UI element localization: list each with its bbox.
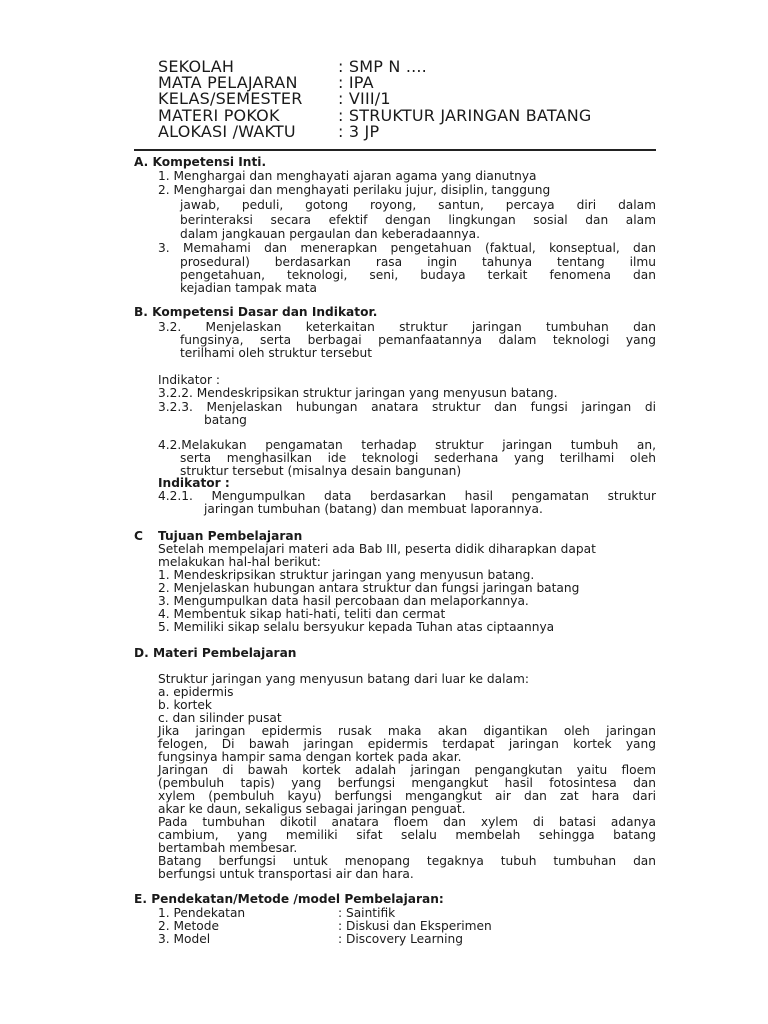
section-e-label: 2. Metode	[158, 919, 219, 933]
kd-3-2-line: terilhami oleh struktur tersebut	[180, 346, 373, 360]
header-value-sekolah: : SMP N ....	[338, 57, 427, 76]
indikator-line: batang	[204, 413, 247, 427]
section-d-para-line: cambium, yang memiliki sifat selalu membelah sehingga batang	[158, 828, 656, 842]
section-a-title: A. Kompetensi Inti.	[134, 155, 267, 169]
section-d-para-line: Batang berfungsi untuk menopang tegaknya tubuh tumbuhan dan	[158, 854, 656, 868]
section-d-para-line: xylem (pembuluh kayu) berfungsi mengangkut air dan zat hara dari	[158, 789, 656, 803]
section-c-intro: melakukan hal-hal berikut:	[158, 555, 321, 569]
section-d-para-line: Pada tumbuhan dikotil anatara floem dan xylem di batasi adanya	[158, 815, 656, 829]
section-e-value: : Diskusi dan Eksperimen	[338, 919, 492, 933]
section-d-list-item: b. kortek	[158, 698, 212, 712]
kd-3-2-line: fungsinya, serta berbagai pemanfaatannya dalam teknologi yang	[180, 333, 656, 347]
section-d-list-item: a. epidermis	[158, 685, 234, 699]
header-label-kelas: KELAS/SEMESTER	[158, 89, 303, 108]
kd-4-2-line: serta menghasilkan ide teknologi sederhana yang terilhami oleh	[180, 451, 656, 465]
section-e-label: 1. Pendekatan	[158, 906, 246, 920]
section-a-line: kejadian tampak mata	[180, 281, 318, 295]
section-a-line: 2. Menghargai dan menghayati perilaku jujur, disiplin, tanggung	[158, 183, 551, 197]
section-d-title: D. Materi Pembelajaran	[134, 646, 297, 660]
header-label-mapel: MATA PELAJARAN	[158, 73, 298, 92]
kd-4-2-line: struktur tersebut (misalnya desain bangunan)	[180, 464, 462, 478]
section-c-item: 1. Mendeskripsikan struktur jaringan yang menyusun batang.	[158, 568, 535, 582]
section-c-item: 2. Menjelaskan hubungan antara struktur dan fungsi jaringan batang	[158, 581, 580, 595]
section-d-intro: Struktur jaringan yang menyusun batang dari luar ke dalam:	[158, 672, 529, 686]
section-e-label: 3. Model	[158, 932, 211, 946]
indikator-2-line: 4.2.1. Mengumpulkan data berdasarkan hasil pengamatan struktur	[158, 489, 656, 503]
section-a-line: berinteraksi secara efektif dengan lingkungan sosial dan alam	[180, 213, 656, 227]
section-e-title: E. Pendekatan/Metode /model Pembelajaran:	[134, 892, 444, 906]
section-d-para-line: Jaringan di bawah kortek adalah jaringan pengangkutan yaitu floem	[158, 763, 656, 777]
section-d-para-line: berfungsi untuk transportasi air dan hara.	[158, 867, 414, 881]
header-value-mapel: : IPA	[338, 73, 374, 92]
section-a-line: jawab, peduli, gotong royong, santun, percaya diri dalam	[180, 198, 656, 212]
section-a-line: pengetahuan, teknologi, seni, budaya terkait fenomena dan	[180, 268, 656, 282]
section-a-line: 3. Memahami dan menerapkan pengetahuan (faktual, konseptual, dan	[158, 241, 656, 255]
indikator-line: 3.2.3. Menjelaskan hubungan anatara struktur dan fungsi jaringan di	[158, 400, 656, 414]
section-c-item: 5. Memiliki sikap selalu bersyukur kepada Tuhan atas ciptaannya	[158, 620, 555, 634]
header-label-alokasi: ALOKASI /WAKTU	[158, 122, 296, 141]
section-d-para-line: bertambah membesar.	[158, 841, 298, 855]
indikator-2-line: jaringan tumbuhan (batang) dan membuat laporannya.	[204, 502, 543, 516]
section-b-title: B. Kompetensi Dasar dan Indikator.	[134, 305, 378, 319]
header-value-kelas: : VIII/1	[338, 89, 391, 108]
section-a-line: dalam jangkauan pergaulan dan keberadaannya.	[180, 227, 480, 241]
header-value-alokasi: : 3 JP	[338, 122, 380, 141]
section-c-intro: Setelah mempelajari materi ada Bab III, peserta didik diharapkan dapat	[158, 542, 596, 556]
section-d-para-line: (pembuluh tapis) yang berfungsi mengangkut hasil fotosintesa dan	[158, 776, 656, 790]
section-c-item: 3. Mengumpulkan data hasil percobaan dan melaporkannya.	[158, 594, 529, 608]
header-label-sekolah: SEKOLAH	[158, 57, 235, 76]
section-d-para-line: fungsinya hampir sama dengan kortek pada akar.	[158, 750, 462, 764]
section-d-para-line: felogen, Di bawah jaringan epidermis terdapat jaringan kortek yang	[158, 737, 656, 751]
section-e-value: : Saintifik	[338, 906, 396, 920]
section-e-value: : Discovery Learning	[338, 932, 463, 946]
section-c-letter: C	[134, 529, 143, 543]
header-label-materi: MATERI POKOK	[158, 106, 280, 125]
section-a-line: prosedural) berdasarkan rasa ingin tahunya tentang ilmu	[180, 255, 656, 269]
kd-3-2-line: 3.2. Menjelaskan keterkaitan struktur jaringan tumbuhan dan	[158, 320, 656, 334]
indikator-label: Indikator :	[158, 373, 220, 387]
section-d-list-item: c. dan silinder pusat	[158, 711, 282, 725]
header-value-materi: : STRUKTUR JARINGAN BATANG	[338, 106, 592, 125]
kd-4-2-line: 4.2.Melakukan pengamatan terhadap struktur jaringan tumbuh an,	[158, 438, 656, 452]
section-a-line: 1. Menghargai dan menghayati ajaran agama yang dianutnya	[158, 169, 537, 183]
section-d-para-line: akar ke daun, sekaligus sebagai jaringan penguat.	[158, 802, 466, 816]
indikator-line: 3.2.2. Mendeskripsikan struktur jaringan yang menyusun batang.	[158, 386, 558, 400]
header-divider	[134, 149, 656, 151]
indikator-2-label: Indikator :	[158, 476, 230, 490]
section-c-title: Tujuan Pembelajaran	[158, 529, 303, 543]
section-d-para-line: Jika jaringan epidermis rusak maka akan digantikan oleh jaringan	[158, 724, 656, 738]
section-c-item: 4. Membentuk sikap hati-hati, teliti dan cermat	[158, 607, 446, 621]
